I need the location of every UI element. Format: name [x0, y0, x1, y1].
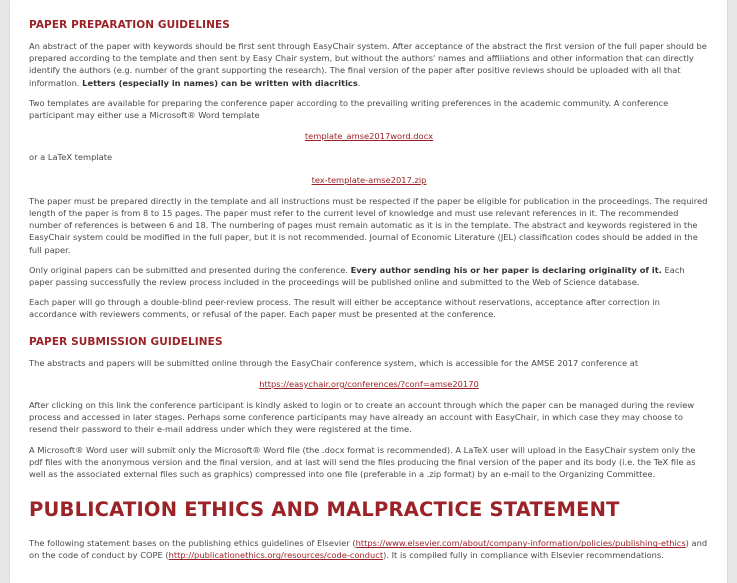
prep-paragraph-5	[29, 264, 709, 288]
prep-p5-text: Only original papers can be submitted and presented during the conference.	[29, 264, 351, 275]
submission-heading: PAPER SUBMISSION GUIDELINES	[29, 335, 223, 348]
prep-p1-bold: Letters (especially in names) can be written with diacritics	[82, 77, 358, 88]
cope-link[interactable]: http://publicationethics.org/resources/code-conduct	[168, 550, 384, 561]
prep-paragraph-2: Two templates are available for preparing the conference paper according to the prevailing writing preferences in the academic community. A conference participant may either use a Microsoft® Word template	[29, 97, 669, 121]
prep-p5-bold: Every author sending his or her paper is declaring originality of it.	[350, 264, 662, 275]
submission-paragraph-1: The abstracts and papers will be submitted online through the EasyChair conference system, which is accessible for the AMSE 2017 conference at	[29, 357, 639, 368]
prep-paragraph-1	[29, 40, 709, 89]
word-template-row	[29, 130, 709, 142]
submission-paragraph-3: A Microsoft® Word user will submit only the Microsoft® Word file (the .docx format is recommended). A LaTeX user will upload in the EasyChair system only the pdf files with the anonymous version and the final version, and at last will send the files producing the final version of the paper and its body (i.e. the TeX file as well as the associated external files such as graphics) compressed into one file (preferable in a .zip format) by an e-mail to the Organizing Committee.	[29, 444, 696, 480]
ethics-p1-end: ). It is compiled fully in compliance with Elsevier recommendations.	[383, 550, 664, 561]
prep-p5-end: Each paper passing successfully the review process included in the proceedings will be published online and submitted to the Web of Science database.	[29, 264, 685, 288]
ethics-heading: PUBLICATION ETHICS AND MALPRACTICE STATEMENT	[29, 498, 620, 522]
submission-paragraph-2: After clicking on this link the conference participant is kindly asked to login or to create an account through which the paper can be managed during the review process and accessed in later stages. Perhaps some conference participants may have already an account with EasyChair, in which case they may choose to resend their password to their e-mail address under which they were registered at the time.	[29, 400, 695, 435]
prep-p1-text: An abstract of the paper with keywords should be first sent through EasyChair system. After acceptance of the abstract the first version of the full paper should be prepared according to the template and then sent by Easy Chair system, but without the authors' names and affiliations and other information that can directly identify the authors (e.g. number of the grant supporting the research). The final version of the paper after positive reviews should be uploaded with all that information.	[29, 41, 707, 88]
word-template-link[interactable]: template_amse2017word.docx	[304, 131, 434, 142]
prep-paragraph-3: or a LaTeX template	[29, 152, 113, 163]
easychair-link[interactable]: https://easychair.org/conferences/?conf=amse20170	[259, 378, 479, 389]
prep-p1-end: .	[357, 77, 361, 88]
page-panel	[10, 0, 727, 583]
prep-heading: PAPER PREPARATION GUIDELINES	[29, 19, 230, 31]
main-content	[10, 0, 727, 562]
ethics-paragraph-1	[29, 537, 709, 561]
latex-template-link[interactable]: tex-template-amse2017.zip	[311, 174, 427, 185]
ethics-p1-mid: ) and on the code of conduct by COPE (	[29, 538, 708, 561]
prep-paragraph-4: The paper must be prepared directly in the template and all instructions must be respected if the paper be eligible for publication in the proceedings. The required length of the paper is from 8 to 15 pages. The paper must refer to the current level of knowledge and must use relevant references in it. The recommended number of references is between 6 and 18. The numbering of pages must remain automatic as it is in the template. The abstract and keywords registered in the EasyChair system could be modified in the full paper, but it is not recommended. Journal of Economic Literature (JEL) classification codes should be added in the full paper.	[29, 195, 708, 255]
ethics-p1-text: The following statement bases on the publishing ethics guidelines of Elsevier (	[29, 538, 356, 549]
prep-paragraph-6: Each paper will go through a double-blind peer-review process. The result will either be acceptance without reservations, acceptance after correction in accordance with reviewers comments, or refusal of the paper. Each paper must be presented at the conference.	[29, 297, 660, 320]
elsevier-link[interactable]: https://www.elsevier.com/about/company-information/policies/publishing-ethics	[355, 538, 686, 549]
easychair-link-row	[29, 378, 709, 390]
latex-template-row	[29, 174, 709, 186]
